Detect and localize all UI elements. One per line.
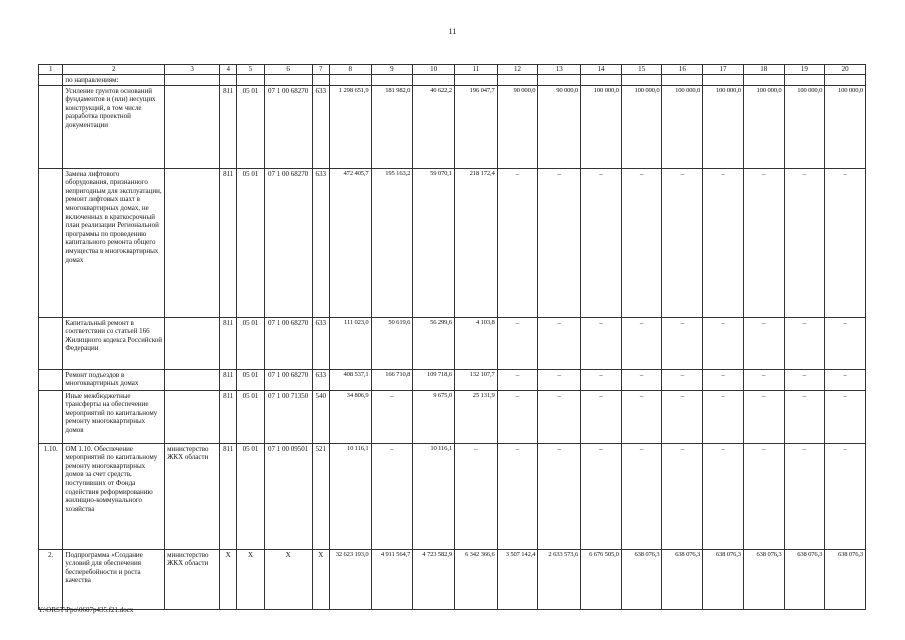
table-cell-col-1: [39, 390, 63, 443]
table-cell-col-12: [497, 75, 538, 86]
budget-table: [38, 64, 866, 610]
table-cell-col-10: 56 299,6: [413, 317, 455, 369]
table-row: [39, 390, 866, 443]
table-cell-col-14: –: [581, 317, 622, 369]
table-row: [39, 168, 866, 317]
table-cell-col-3: [165, 168, 220, 317]
header-cell: 10: [413, 65, 455, 75]
table-cell-col-18: [743, 75, 784, 86]
table-cell-col-13: –: [538, 369, 581, 390]
header-cell: 4: [220, 65, 237, 75]
table-cell-col-18: –: [743, 317, 784, 369]
table-cell-col-2: ОМ 1.10. Обеспечение мероприятий по капитальному ремонту многоквартирных домов за счет средств, поступивших от Фонда содействия реформированию жилищно-коммунального хозяйства: [63, 443, 165, 549]
table-cell-col-5: 05 01: [237, 168, 264, 317]
table-cell-col-6: X: [264, 549, 312, 609]
table-cell-col-3: [165, 75, 220, 86]
table-cell-col-1: [39, 369, 63, 390]
table-cell-col-11: 196 047,7: [454, 85, 497, 168]
header-cell: 15: [621, 65, 662, 75]
table-cell-col-19: 100 000,0: [784, 85, 825, 168]
table-cell-col-6: 07 1 00 68270: [264, 317, 312, 369]
table-cell-col-18: –: [743, 168, 784, 317]
table-cell-col-9: 166 710,8: [371, 369, 413, 390]
table-cell-col-5: 05 01: [237, 443, 264, 549]
table-cell-col-18: 638 076,3: [743, 549, 784, 609]
table-cell-col-8: 34 806,9: [329, 390, 371, 443]
table-cell-col-7: 633: [312, 317, 329, 369]
table-cell-col-11: –: [454, 443, 497, 549]
table-cell-col-20: 100 000,0: [825, 85, 866, 168]
header-cell: 18: [743, 65, 784, 75]
table-cell-col-11: 6 342 366,6: [454, 549, 497, 609]
header-cell: 2: [63, 65, 165, 75]
table-cell-col-2: по направлениям:: [63, 75, 165, 86]
table-cell-col-16: [662, 75, 703, 86]
table-cell-col-17: –: [703, 317, 744, 369]
table-cell-col-7: X: [312, 549, 329, 609]
table-cell-col-10: 59 070,1: [413, 168, 455, 317]
table-cell-col-13: –: [538, 168, 581, 317]
table-cell-col-15: –: [621, 443, 662, 549]
table-cell-col-10: 4 723 582,9: [413, 549, 455, 609]
table-cell-col-12: –: [497, 443, 538, 549]
table-cell-col-9: –: [371, 443, 413, 549]
table-cell-col-16: –: [662, 369, 703, 390]
table-cell-col-10: 40 622,2: [413, 85, 455, 168]
table-cell-col-4: 811: [220, 85, 237, 168]
table-cell-col-19: [784, 75, 825, 86]
table-cell-col-19: –: [784, 390, 825, 443]
table-cell-col-6: 07 1 00 71350: [264, 390, 312, 443]
table-cell-col-14: –: [581, 369, 622, 390]
table-cell-col-1: 2.: [39, 549, 63, 609]
table-cell-col-20: –: [825, 443, 866, 549]
table-cell-col-6: 07 1 00 68270: [264, 85, 312, 168]
header-cell: 13: [538, 65, 581, 75]
table-cell-col-12: –: [497, 369, 538, 390]
table-cell-col-12: 90 000,0: [497, 85, 538, 168]
table-cell-col-15: 100 000,0: [621, 85, 662, 168]
table-cell-col-19: –: [784, 168, 825, 317]
table-cell-col-13: –: [538, 443, 581, 549]
table-cell-col-4: 811: [220, 317, 237, 369]
table-cell-col-16: 100 000,0: [662, 85, 703, 168]
table-cell-col-15: –: [621, 168, 662, 317]
table-cell-col-15: –: [621, 317, 662, 369]
header-cell: 11: [454, 65, 497, 75]
table-cell-col-2: Капитальный ремонт в соответствии со статьей 166 Жилищного кодекса Российской Федерации: [63, 317, 165, 369]
table-cell-col-11: 25 131,9: [454, 390, 497, 443]
table-cell-col-11: 4 103,8: [454, 317, 497, 369]
table-cell-col-5: X: [237, 549, 264, 609]
table-cell-col-6: 07 1 00 68270: [264, 168, 312, 317]
table-cell-col-14: –: [581, 443, 622, 549]
table-cell-col-15: [621, 75, 662, 86]
table-cell-col-7: 633: [312, 168, 329, 317]
table-cell-col-9: 181 982,0: [371, 85, 413, 168]
table-cell-col-20: –: [825, 317, 866, 369]
table-cell-col-16: –: [662, 443, 703, 549]
table-cell-col-3: [165, 390, 220, 443]
table-cell-col-3: [165, 369, 220, 390]
table-cell-col-1: [39, 168, 63, 317]
table-cell-col-20: –: [825, 390, 866, 443]
table-cell-col-14: –: [581, 390, 622, 443]
table-cell-col-7: 633: [312, 85, 329, 168]
table-cell-col-17: –: [703, 390, 744, 443]
header-cell: 8: [329, 65, 371, 75]
table-cell-col-13: [538, 75, 581, 86]
table-cell-col-9: 195 163,2: [371, 168, 413, 317]
table-cell-col-16: 638 076,3: [662, 549, 703, 609]
table-cell-col-6: 07 1 00 09501: [264, 443, 312, 549]
table-row: [39, 317, 866, 369]
table-cell-col-14: –: [581, 168, 622, 317]
table-cell-col-7: [312, 75, 329, 86]
table-cell-col-17: 100 000,0: [703, 85, 744, 168]
table-cell-col-4: 811: [220, 369, 237, 390]
table-cell-col-15: 638 076,3: [621, 549, 662, 609]
table-cell-col-19: 638 076,3: [784, 549, 825, 609]
header-cell: 7: [312, 65, 329, 75]
table-cell-col-18: –: [743, 443, 784, 549]
table-cell-col-20: –: [825, 168, 866, 317]
header-row: [39, 65, 866, 75]
table-cell-col-7: 633: [312, 369, 329, 390]
table-cell-col-9: 50 619,6: [371, 317, 413, 369]
table-cell-col-3: [165, 317, 220, 369]
table-cell-col-18: –: [743, 369, 784, 390]
table-cell-col-9: 4 911 564,7: [371, 549, 413, 609]
table-cell-col-6: 07 1 00 68270: [264, 369, 312, 390]
table-cell-col-3: министерство ЖКХ области: [165, 549, 220, 609]
table-cell-col-13: –: [538, 390, 581, 443]
table-row: [39, 75, 866, 86]
header-cell: 12: [497, 65, 538, 75]
table-cell-col-9: [371, 75, 413, 86]
table-cell-col-14: 6 676 505,0: [581, 549, 622, 609]
table-cell-col-13: 90 000,0: [538, 85, 581, 168]
table-cell-col-16: –: [662, 168, 703, 317]
table-cell-col-13: –: [538, 317, 581, 369]
table-cell-col-4: X: [220, 549, 237, 609]
table-cell-col-4: 811: [220, 443, 237, 549]
table-cell-col-2: Ремонт подъездов в многоквартирных домах: [63, 369, 165, 390]
table-cell-col-17: –: [703, 443, 744, 549]
table-cell-col-17: –: [703, 369, 744, 390]
table-cell-col-4: 811: [220, 168, 237, 317]
table-cell-col-8: 1 298 651,9: [329, 85, 371, 168]
table-cell-col-7: 521: [312, 443, 329, 549]
table-cell-col-10: 10 116,1: [413, 443, 455, 549]
table-cell-col-8: [329, 75, 371, 86]
table-cell-col-12: –: [497, 168, 538, 317]
table-cell-col-12: –: [497, 317, 538, 369]
table-cell-col-17: –: [703, 168, 744, 317]
header-cell: 9: [371, 65, 413, 75]
table-row: [39, 549, 866, 609]
table-cell-col-8: 111 023,0: [329, 317, 371, 369]
table-cell-col-5: [237, 75, 264, 86]
table-cell-col-18: –: [743, 390, 784, 443]
table-cell-col-1: [39, 317, 63, 369]
table-cell-col-1: 1.10.: [39, 443, 63, 549]
table-cell-col-11: 132 107,7: [454, 369, 497, 390]
table-cell-col-15: –: [621, 369, 662, 390]
header-cell: 14: [581, 65, 622, 75]
table-cell-col-10: 9 675,0: [413, 390, 455, 443]
table-cell-col-20: [825, 75, 866, 86]
table-cell-col-12: –: [497, 390, 538, 443]
table-cell-col-18: 100 000,0: [743, 85, 784, 168]
table-cell-col-2: Усиление грунтов оснований фундаментов и (или) несущих конструкций, в том числе разработка проектной документации: [63, 85, 165, 168]
table-cell-col-5: 05 01: [237, 317, 264, 369]
table-cell-col-14: 100 000,0: [581, 85, 622, 168]
table-cell-col-19: –: [784, 317, 825, 369]
table-cell-col-3: министерство ЖКХ области: [165, 443, 220, 549]
table-cell-col-2: Подпрограмма «Создание условий для обеспечения бесперебойности и роста качества: [63, 549, 165, 609]
table-cell-col-6: [264, 75, 312, 86]
table-cell-col-8: 10 116,1: [329, 443, 371, 549]
table-cell-col-3: [165, 85, 220, 168]
table-cell-col-16: –: [662, 317, 703, 369]
table-cell-col-17: 638 076,3: [703, 549, 744, 609]
table-cell-col-15: –: [621, 390, 662, 443]
table-cell-col-19: –: [784, 369, 825, 390]
table-cell-col-9: –: [371, 390, 413, 443]
file-path-footer: Y:\ORST\Ppo\0607p435.f21.docx: [38, 606, 134, 614]
table-cell-col-19: –: [784, 443, 825, 549]
header-cell: 19: [784, 65, 825, 75]
header-cell: 3: [165, 65, 220, 75]
table-cell-col-8: 408 537,1: [329, 369, 371, 390]
table-row: [39, 369, 866, 390]
header-cell: 5: [237, 65, 264, 75]
table-cell-col-16: –: [662, 390, 703, 443]
table-cell-col-2: Замена лифтового оборудования, признанного непригодным для эксплуатации, ремонт лифтовых шахт в многоквартирных домах, не включенных в краткосрочный план реализации Региональной программы по проведению капитального ремонта общего имущества в многоквартирных домах: [63, 168, 165, 317]
header-cell: 20: [825, 65, 866, 75]
table-cell-col-14: [581, 75, 622, 86]
page-number: 11: [448, 27, 457, 36]
table-cell-col-1: [39, 75, 63, 86]
table-row: [39, 85, 866, 168]
table-cell-col-13: 2 633 573,6: [538, 549, 581, 609]
header-cell: 17: [703, 65, 744, 75]
table-cell-col-17: [703, 75, 744, 86]
table-cell-col-4: [220, 75, 237, 86]
table-cell-col-8: 32 623 193,0: [329, 549, 371, 609]
table-cell-col-11: 218 172,4: [454, 168, 497, 317]
table-cell-col-10: [413, 75, 455, 86]
table-cell-col-1: [39, 85, 63, 168]
table-cell-col-11: [454, 75, 497, 86]
table-cell-col-2: Иные межбюджетные трансферты на обеспечение мероприятий по капитальному ремонту многоквартирных домов: [63, 390, 165, 443]
table-cell-col-5: 05 01: [237, 369, 264, 390]
table-cell-col-10: 109 718,6: [413, 369, 455, 390]
table-cell-col-4: 811: [220, 390, 237, 443]
header-cell: 1: [39, 65, 63, 75]
header-cell: 16: [662, 65, 703, 75]
table-cell-col-5: 05 01: [237, 390, 264, 443]
table-cell-col-20: 638 076,3: [825, 549, 866, 609]
table-row: [39, 443, 866, 549]
table-cell-col-8: 472 405,7: [329, 168, 371, 317]
table-cell-col-20: –: [825, 369, 866, 390]
table-cell-col-5: 05 01: [237, 85, 264, 168]
table-cell-col-12: 3 507 142,4: [497, 549, 538, 609]
header-cell: 6: [264, 65, 312, 75]
table-cell-col-7: 540: [312, 390, 329, 443]
